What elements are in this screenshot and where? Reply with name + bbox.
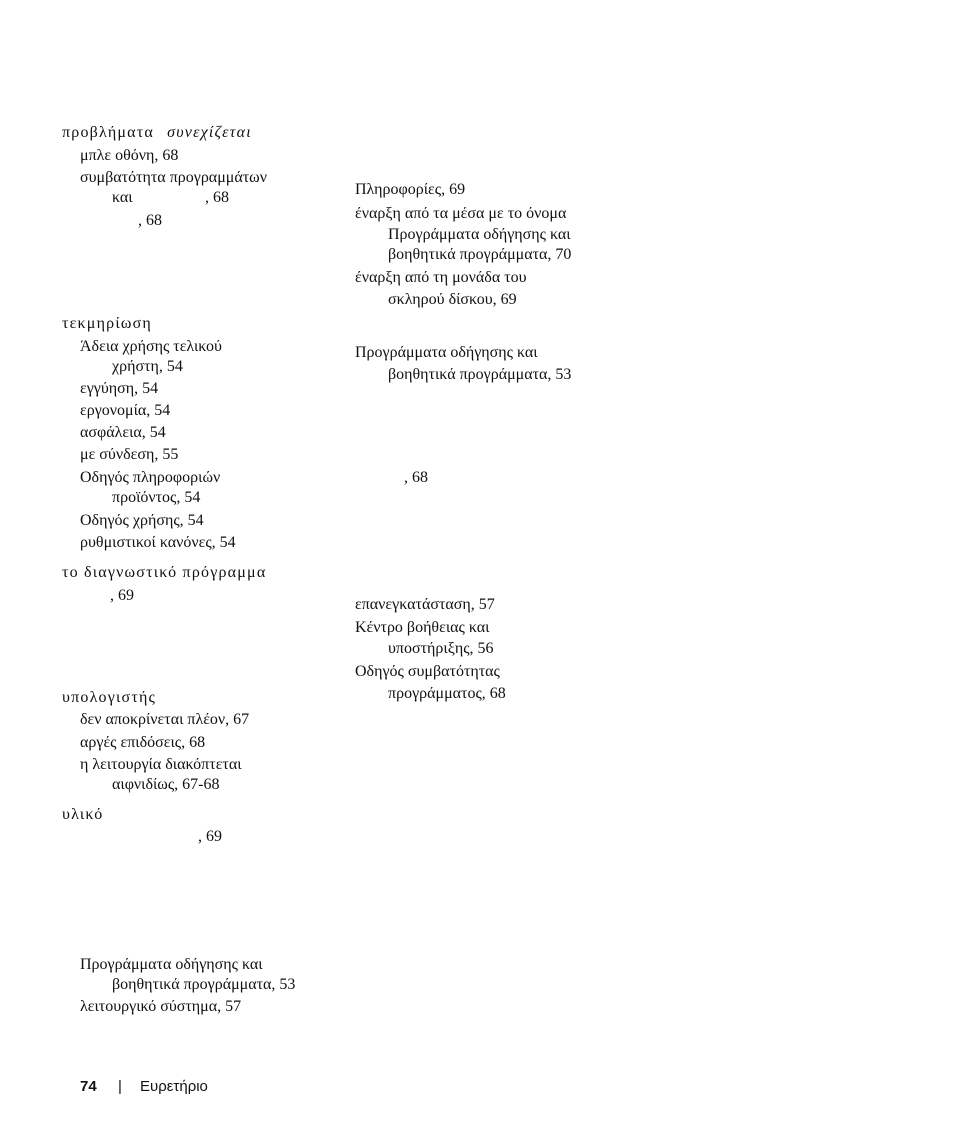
index-heading-documentation: τεκμηρίωση bbox=[62, 315, 152, 332]
index-subentry: Προγράμματα οδήγησης και bbox=[355, 344, 538, 361]
index-continuation: Προγράμματα οδήγησης και bbox=[388, 226, 571, 243]
index-continuation: υποστήριξης, 56 bbox=[388, 640, 494, 657]
index-subentry: έναρξη από τη μονάδα του bbox=[355, 269, 527, 286]
index-continuation: προγράμματος, 68 bbox=[388, 685, 506, 702]
index-page-ref: , 69 bbox=[110, 587, 134, 604]
footer-separator: | bbox=[118, 1078, 122, 1095]
index-heading-computer: υπολογιστής bbox=[62, 689, 157, 706]
index-subentry: Προγράμματα οδήγησης και bbox=[80, 956, 263, 973]
index-subentry: έναρξη από τα μέσα με το όνομα bbox=[355, 205, 567, 222]
index-subentry: ασφάλεια, 54 bbox=[80, 424, 166, 441]
index-heading-hardware: υλικό bbox=[62, 806, 104, 823]
index-page-ref: , 68 bbox=[205, 189, 229, 206]
index-heading-problems: προβλήματα συνεχίζεται bbox=[62, 124, 252, 141]
index-continuation: σκληρού δίσκου, 69 bbox=[388, 291, 517, 308]
index-subentry: Κέντρο βοήθειας και bbox=[355, 619, 490, 636]
index-subentry: Οδηγός πληροφοριών bbox=[80, 469, 221, 486]
index-subentry: αργές επιδόσεις, 68 bbox=[80, 734, 206, 751]
section-title: Ευρετήριο bbox=[140, 1078, 208, 1095]
index-subentry: λειτουργικό σύστημα, 57 bbox=[80, 998, 242, 1015]
index-continuation: χρήστη, 54 bbox=[112, 358, 183, 375]
index-continuation: αιφνιδίως, 67-68 bbox=[112, 776, 220, 793]
index-continuation: βοηθητικά προγράμματα, 70 bbox=[388, 246, 572, 263]
index-heading-diagnostics: το διαγνωστικό πρόγραμμα bbox=[62, 564, 267, 581]
index-subentry: εγγύηση, 54 bbox=[80, 380, 159, 397]
index-subentry: Οδηγός χρήσης, 54 bbox=[80, 512, 204, 529]
index-subentry: επανεγκατάσταση, 57 bbox=[355, 596, 495, 613]
index-subentry: ρυθμιστικοί κανόνες, 54 bbox=[80, 534, 236, 551]
index-continuation: βοηθητικά προγράμματα, 53 bbox=[388, 366, 572, 383]
index-subentry: με σύνδεση, 55 bbox=[80, 446, 179, 463]
index-continuation: βοηθητικά προγράμματα, 53 bbox=[112, 976, 296, 993]
index-subentry: Οδηγός συμβατότητας bbox=[355, 663, 500, 680]
index-subentry: εργονομία, 54 bbox=[80, 402, 171, 419]
index-subentry: συμβατότητα προγραμμάτων bbox=[80, 169, 267, 186]
index-page-ref: , 68 bbox=[404, 469, 428, 486]
index-page-ref: , 68 bbox=[138, 212, 162, 229]
continued-label: συνεχίζεται bbox=[167, 124, 252, 141]
page-number: 74 bbox=[80, 1078, 97, 1095]
index-subentry: η λειτουργία διακόπτεται bbox=[80, 756, 242, 773]
index-page-ref: , 69 bbox=[198, 828, 222, 845]
index-subentry: δεν αποκρίνεται πλέον, 67 bbox=[80, 711, 250, 728]
index-subentry: Πληροφορίες, 69 bbox=[355, 181, 466, 198]
index-subentry: μπλε οθόνη, 68 bbox=[80, 147, 179, 164]
index-continuation: προϊόντος, 54 bbox=[112, 489, 201, 506]
index-subentry: Άδεια χρήσης τελικού bbox=[80, 338, 222, 355]
page-footer bbox=[80, 1077, 208, 1097]
index-continuation: και bbox=[112, 189, 133, 206]
